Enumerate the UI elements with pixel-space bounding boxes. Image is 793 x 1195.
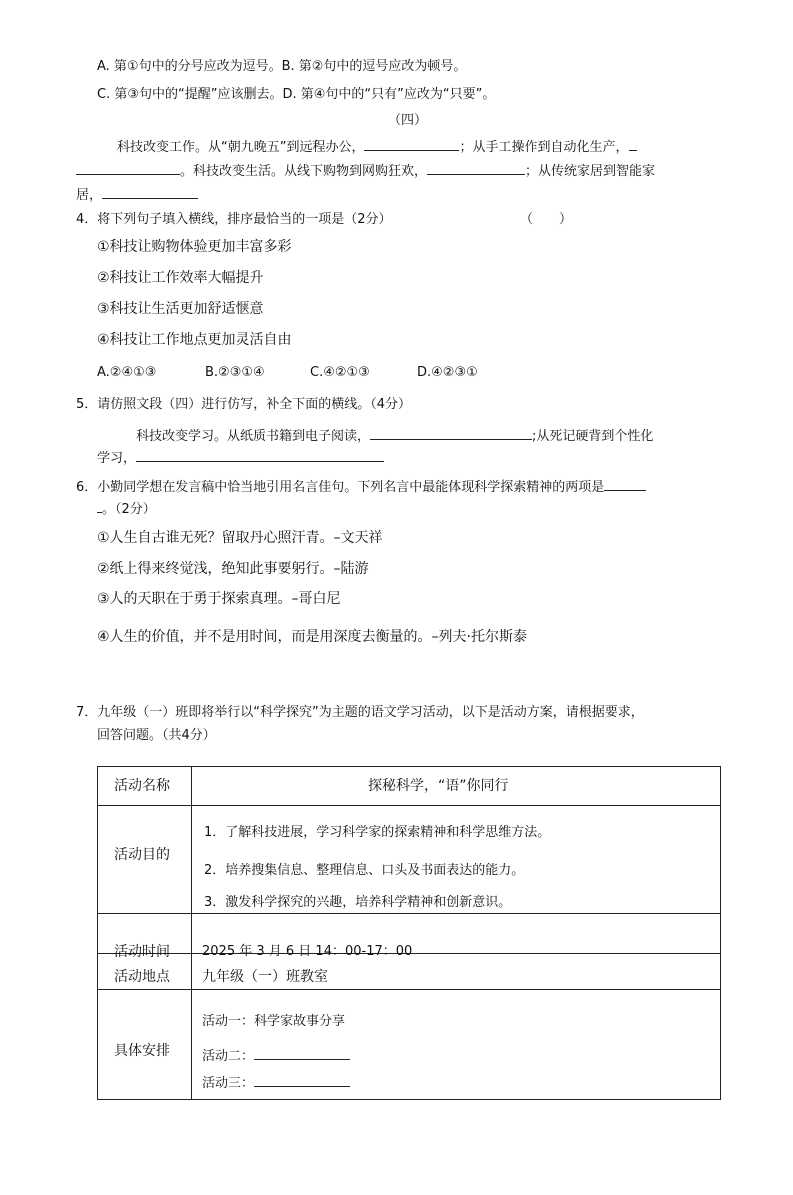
table-divider [191,767,192,1099]
q3-option-line-2: C. 第③句中的“提醒”应该删去。D. 第④句中的“只有”应改为“只要”。 [97,87,496,102]
activity-place-label: 活动地点 [114,969,170,985]
fill-blank[interactable] [370,425,532,440]
q6-stem-text: 。（2分） [102,502,156,517]
passage-text: 科技改变工作。从“朝九晚五”到远程办公， [117,140,365,155]
q4-choice-c: C.④②①③ [310,365,370,380]
activity-plan-table [97,766,721,1100]
q6-item: ②纸上得来终觉浅，绝知此事要躬行。–陆游 [97,561,369,577]
passage-text: 居， [76,188,103,203]
fill-blank[interactable] [427,160,525,175]
q7-stem-line-1: 7．九年级（一）班即将举行以“科学探究”为主题的语文学习活动，以下是活动方案，请根据要求， [76,705,644,720]
fill-blank[interactable] [254,1072,350,1087]
q4-item: ②科技让工作效率大幅提升 [97,270,264,286]
activity-name-value: 探秘科学，“语”你同行 [368,778,509,794]
activity-time-label: 活动时间 [114,944,170,960]
section-heading: （四） [388,113,428,128]
activity-purpose-label: 活动目的 [114,847,170,863]
passage-text: 。科技改变生活。从线下购物到网购狂欢， [180,164,428,179]
q3-option-line-1: A. 第①句中的分号应改为逗号。B. 第②句中的逗号应改为顿号。 [97,59,467,74]
table-divider [98,805,720,806]
q5-text: 科技改变学习。从纸质书籍到电子阅读， [136,429,371,444]
q4-item: ③科技让生活更加舒适惬意 [97,301,264,317]
fill-blank[interactable] [254,1045,350,1060]
passage-line-3 [76,184,198,206]
activity-item-label: 活动二： [202,1049,255,1064]
q7-stem-line-2: 回答问题。（共4分） [97,728,216,743]
q4-item: ①科技让购物体验更加丰富多彩 [97,239,292,255]
q6-item: ①人生自古谁无死？留取丹心照汗青。–文天祥 [97,530,383,546]
table-divider [98,913,720,914]
q4-choice-b: B.②③①④ [205,365,265,380]
activity-purpose-item: 2．培养搜集信息、整理信息、口头及书面表达的能力。 [204,863,525,878]
activity-purpose-item: 3．激发科学探究的兴趣，培养科学精神和创新意识。 [204,895,512,910]
q6-stem [76,476,646,498]
q5-text: ;从死记硬背到个性化 [532,429,654,444]
activity-arrange-label: 具体安排 [114,1043,170,1059]
passage-line-1 [117,136,637,158]
q5-stem: 5．请仿照文段（四）进行仿写，补全下面的横线。（4分） [76,397,412,412]
q4-stem: 4．将下列句子填入横线，排序最恰当的一项是（2分） [76,212,392,227]
q4-item: ④科技让工作地点更加灵活自由 [97,332,292,348]
activity-item-2 [202,1045,350,1067]
passage-text: ；从传统家居到智能家 [525,164,656,179]
passage-line-2 [76,160,655,182]
activity-item-3 [202,1072,350,1094]
q6-stem-text: 6．小勤同学想在发言稿中恰当地引用名言佳句。下列名言中最能体现科学探索精神的两项是 [76,480,605,495]
activity-time-value: 2025 年 3 月 6 日 14：00-17：00 [202,944,413,959]
q4-choice-a: A.②④①③ [97,365,157,380]
q6-item: ④人生的价值，并不是用时间，而是用深度去衡量的。–列夫·托尔斯泰 [97,629,527,645]
q6-stem-end [97,498,156,520]
activity-item-label: 活动三： [202,1076,255,1091]
activity-place-value: 九年级（一）班教室 [202,969,328,985]
q5-line-2 [97,447,384,469]
q4-answer-bracket[interactable]: （ ） [520,212,573,227]
fill-blank[interactable] [76,160,180,175]
q4-choice-d: D.④②③① [417,365,478,380]
passage-text: ；从手工操作到自动化生产， [459,140,629,155]
fill-blank[interactable] [364,136,459,151]
activity-name-label: 活动名称 [114,778,170,794]
fill-blank[interactable] [136,447,384,462]
fill-blank[interactable] [629,136,637,151]
q5-text: 学习， [97,451,137,466]
q5-line-1 [136,425,653,447]
q6-item: ③人的天职在于勇于探索真理。–哥白尼 [97,591,341,607]
table-divider [98,989,720,990]
fill-blank[interactable] [102,184,198,199]
activity-purpose-item: 1．了解科技进展，学习科学家的探索精神和科学思维方法。 [204,825,551,840]
fill-blank[interactable] [604,476,646,491]
activity-item-1: 活动一：科学家故事分享 [202,1014,346,1029]
